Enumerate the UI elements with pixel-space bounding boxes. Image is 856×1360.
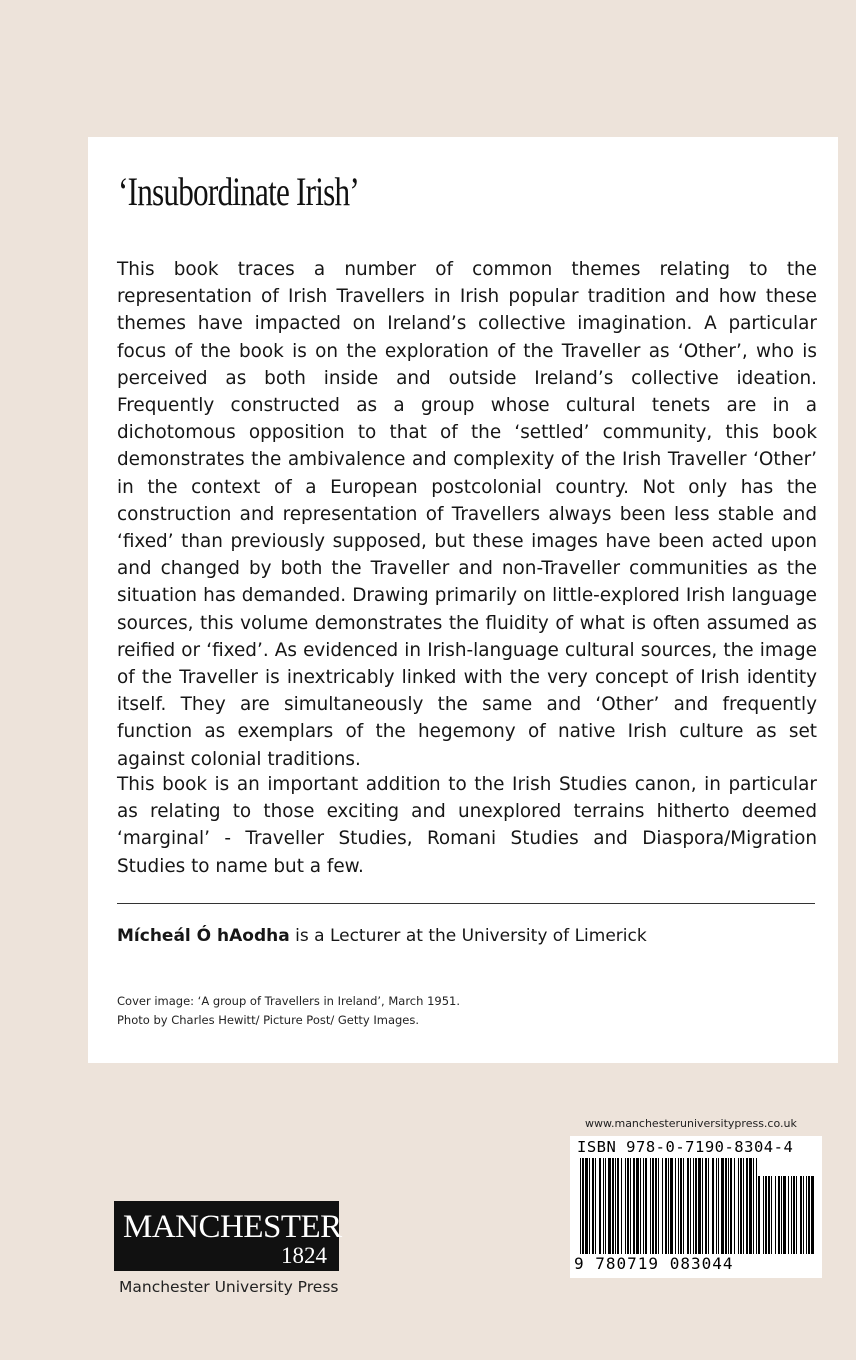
barcode-bar — [621, 1158, 622, 1254]
barcode-bar — [695, 1158, 697, 1254]
barcode-bar — [650, 1158, 651, 1254]
barcode-bar — [740, 1158, 742, 1254]
publisher-logo — [114, 1201, 342, 1271]
publisher-url[interactable]: www.manchesteruniversitypress.co.uk — [585, 1117, 797, 1130]
barcode-bar — [617, 1158, 619, 1254]
barcode-bar — [615, 1158, 616, 1254]
barcode-bar — [730, 1158, 732, 1254]
description-paragraph-1: This book traces a number of common themes relating to the representation of Irish Travellers in Irish popular tradition and how these themes have impacted on Ireland’s collective imagination. A particular focus of the book is on the exploration of the Traveller as ‘Other’, who is perceived as both inside and outside Ireland’s collective ideation. Frequently constructed as a group whose cultural tenets are in a dichotomous opposition to that of the ‘settled’ community, this book demonstrates the ambivalence and complexity of the Irish Traveller ‘Other’ in the context of a European postcolonial country. Not only has the construction and representation of Travellers always been less stable and ‘fixed’ than previously supposed, but these images have been acted upon and changed by both the Traveller and non-Traveller communities as the situation has demanded. Drawing primarily on little-explored Irish language sources, this volume demonstrates the fluidity of what is often assumed as reified or ‘fixed’. As evidenced in Irish-language cultural sources, the image of the Traveller is inextricably linked with the very concept of Irish identity itself. They are simultaneously the same and ‘Other’ and frequently function as exemplars of the hegemony of native Irish culture as set against colonial traditions. — [117, 259, 817, 770]
barcode-bar — [585, 1158, 588, 1254]
barcode-bar — [595, 1158, 596, 1254]
logo-year: 1824 — [281, 1243, 327, 1268]
barcode-bar — [625, 1158, 626, 1254]
barcode-bar — [655, 1158, 657, 1254]
barcode-bar — [718, 1158, 719, 1254]
barcode-bar — [746, 1158, 748, 1254]
barcode-bar — [721, 1158, 724, 1254]
divider — [117, 903, 815, 904]
barcode-bar — [580, 1158, 581, 1254]
barcode-bar — [603, 1158, 604, 1254]
barcode-bar — [645, 1158, 647, 1254]
barcode-bar — [698, 1158, 701, 1254]
book-title: ‘Insubordinate Irish’ — [118, 169, 359, 214]
author-name: Mícheál Ó hAodha — [117, 926, 290, 946]
barcode-bar — [756, 1158, 757, 1254]
barcode-bar — [683, 1158, 684, 1254]
barcode-bar — [690, 1158, 691, 1254]
author-bio-text: is a Lecturer at the University of Limerick — [289, 926, 647, 946]
barcode-bar — [693, 1158, 694, 1254]
publisher-name: Manchester University Press — [119, 1278, 339, 1296]
barcode-bar — [670, 1158, 673, 1254]
barcode-bar — [608, 1158, 611, 1254]
barcode-bar — [582, 1158, 584, 1254]
barcode-bar — [725, 1158, 727, 1254]
barcode-bar — [605, 1158, 606, 1254]
ean-digits: 9 780719 083044 — [574, 1254, 734, 1273]
barcode-bar — [738, 1158, 739, 1254]
barcode-bar — [687, 1158, 689, 1254]
cover-credit-line-1: Cover image: ‘A group of Travellers in Ireland’, March 1951. — [117, 994, 460, 1008]
author-bio — [117, 926, 647, 946]
barcode-bar — [749, 1158, 752, 1254]
barcode-bar — [716, 1158, 717, 1254]
barcode-bar — [728, 1158, 729, 1254]
barcode-bar — [636, 1158, 639, 1254]
barcode-bar — [734, 1158, 735, 1254]
barcode-bar — [708, 1158, 709, 1254]
barcode-bar — [633, 1158, 635, 1254]
barcode-bar — [712, 1158, 714, 1254]
cover-credit — [117, 992, 460, 1030]
cover-credit-line-2: Photo by Charles Hewitt/ Picture Post/ Getty Images. — [117, 1013, 420, 1027]
barcode-bar — [643, 1158, 644, 1254]
barcode-bar — [662, 1158, 663, 1254]
barcode-bar — [665, 1158, 667, 1254]
logo-wordmark: MANCHESTER — [123, 1209, 342, 1245]
barcode-bar — [630, 1158, 631, 1254]
barcode-bar — [658, 1158, 659, 1254]
barcode-bar — [753, 1158, 754, 1254]
barcode-bar — [592, 1158, 594, 1254]
isbn-label: ISBN 978-0-7190-8304-4 — [577, 1138, 794, 1156]
barcode-bar — [640, 1158, 641, 1254]
price-code-background — [758, 1156, 820, 1176]
isbn-barcode — [570, 1136, 822, 1278]
barcode-bar — [678, 1158, 679, 1254]
barcode-bar — [668, 1158, 669, 1254]
description-paragraph-2: This book is an important addition to the Irish Studies canon, in particular as relating to those exciting and unexplored terrains hitherto deemed ‘marginal’ - Traveller Studies, Romani Studies and Diaspora/Migration Studies to name but a few. — [117, 774, 817, 877]
barcode-bar — [589, 1158, 590, 1254]
barcode-bar — [675, 1158, 676, 1254]
barcode-bar — [705, 1158, 707, 1254]
barcode-bar — [599, 1158, 601, 1254]
barcode-bar — [702, 1158, 703, 1254]
barcode-bar — [652, 1158, 654, 1254]
barcode-bar — [627, 1158, 629, 1254]
barcode-bar — [743, 1158, 744, 1254]
barcode-bar — [612, 1158, 614, 1254]
barcode-bar — [680, 1158, 682, 1254]
